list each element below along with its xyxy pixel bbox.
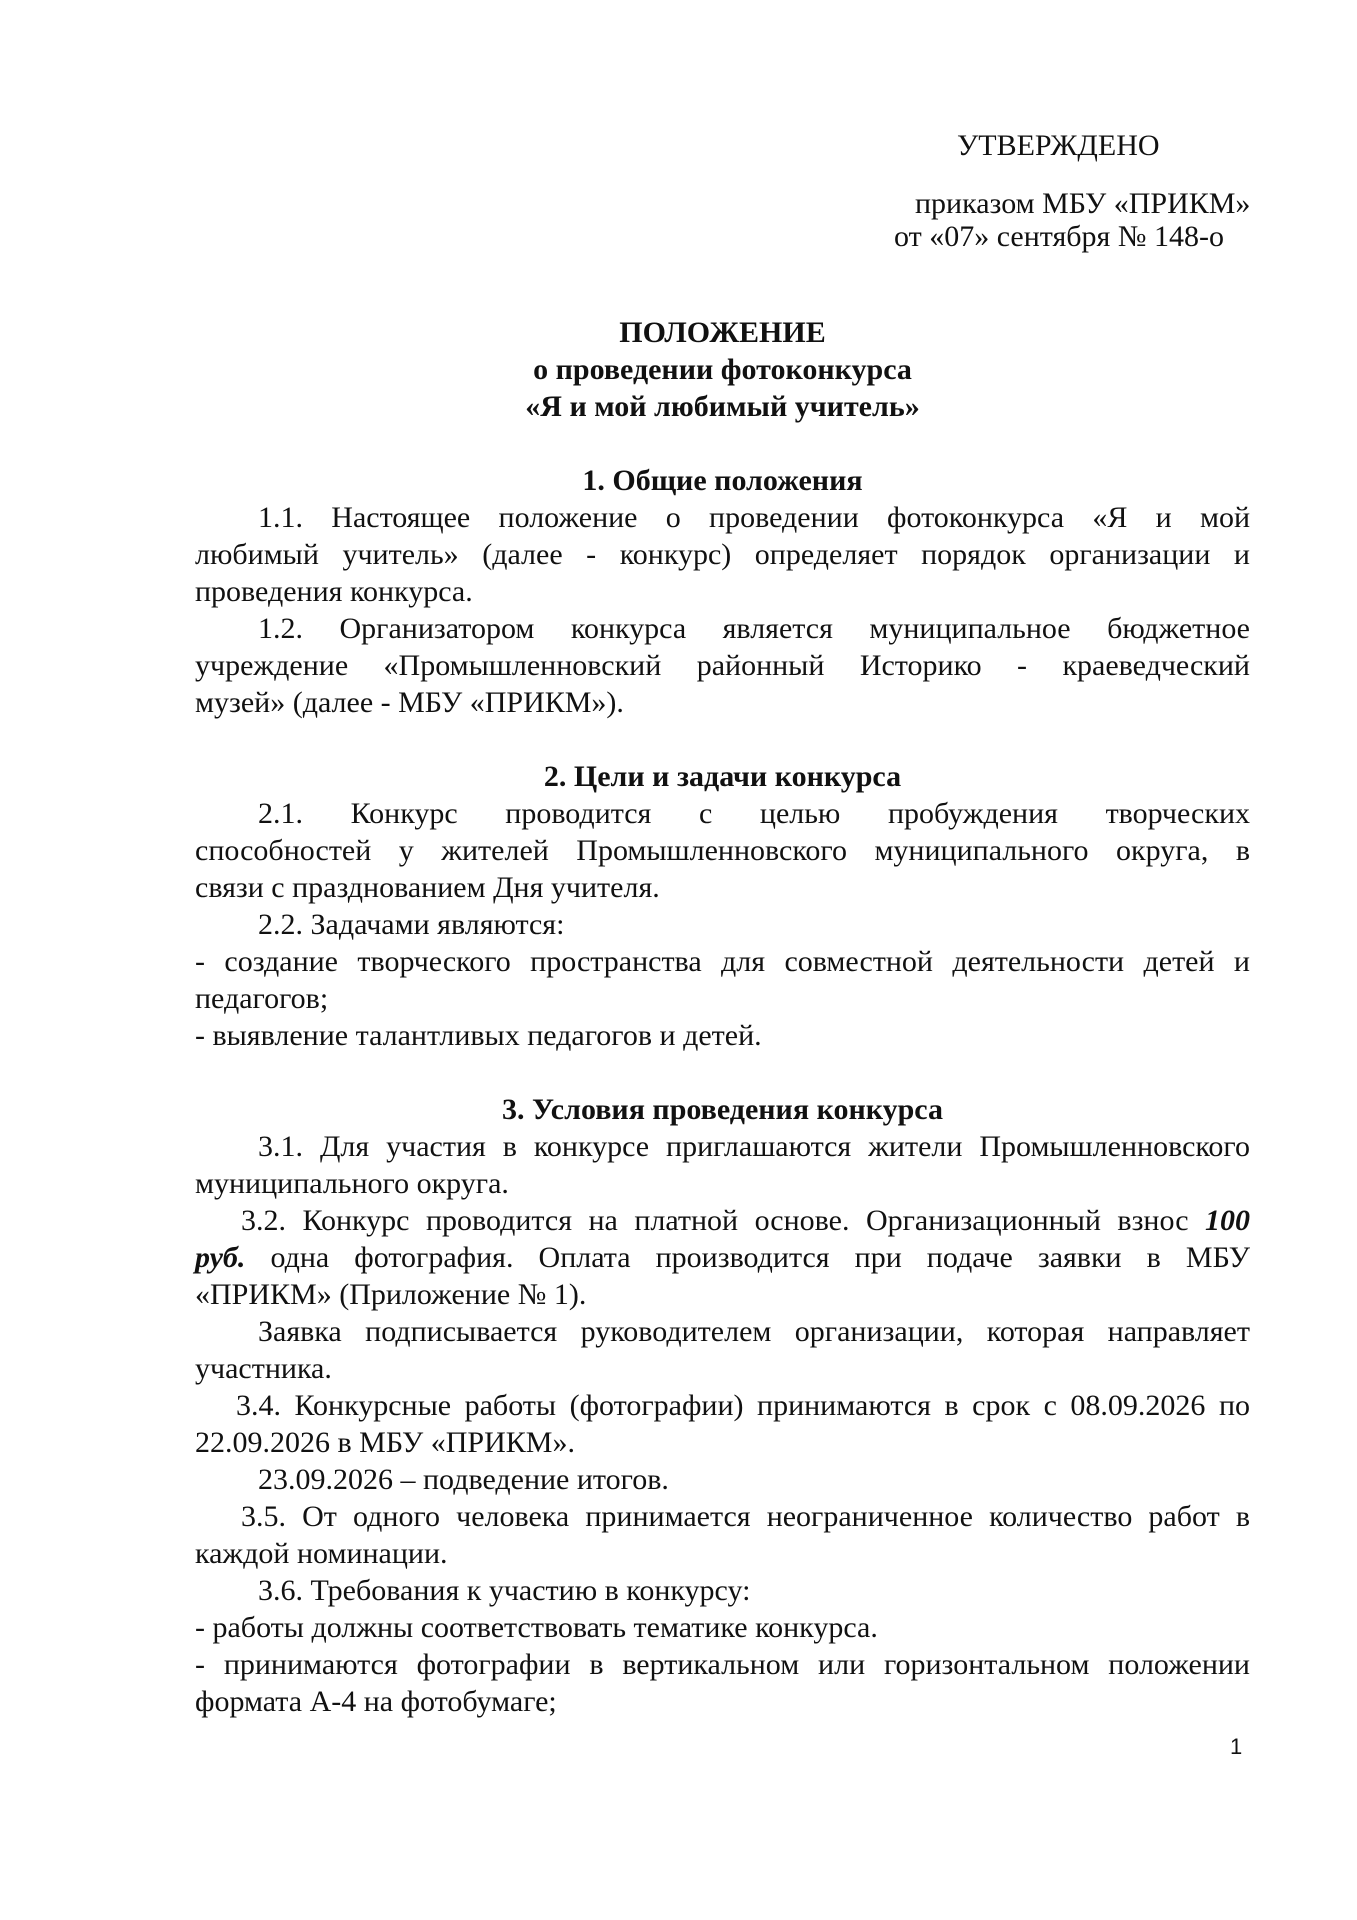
section-2-line: - выявление талантливых педагогов и детей. xyxy=(195,1019,762,1052)
section-3-line xyxy=(195,1239,1250,1276)
section-3-line: каждой номинации. xyxy=(195,1537,448,1570)
section-1-line: 1.2. Организатором конкурса является муниципальное бюджетное xyxy=(258,612,1250,645)
section-3-line: муниципального округа. xyxy=(195,1167,509,1200)
fee-amount: 100 xyxy=(1205,1204,1250,1237)
section-3-line: «ПРИКМ» (Приложение № 1). xyxy=(195,1278,587,1311)
fee-text: 3.2. Конкурс проводится на платной основе. Организационный взнос xyxy=(241,1204,1205,1237)
section-3-line: формата А-4 на фотобумаге; xyxy=(195,1685,557,1718)
section-1-line: музей» (далее - МБУ «ПРИКМ»). xyxy=(195,686,624,719)
order-line-1: приказом МБУ «ПРИКМ» xyxy=(915,187,1251,220)
section-1-line: учреждение «Промышленновский районный Историко - краеведческий xyxy=(195,649,1250,682)
section-3-line: 3.4. Конкурсные работы (фотографии) принимаются в срок с 08.09.2026 по xyxy=(236,1389,1250,1422)
section-1-line: 1.1. Настоящее положение о проведении фотоконкурса «Я и мой xyxy=(258,501,1250,534)
section-3-line: 23.09.2026 – подведение итогов. xyxy=(258,1463,669,1496)
section-2-line: 2.1. Конкурс проводится с целью пробуждения творческих xyxy=(258,797,1250,830)
section-3-heading: 3. Условия проведения конкурса xyxy=(502,1093,943,1126)
section-3-line xyxy=(241,1202,1250,1239)
section-3-line: 3.5. От одного человека принимается неограниченное количество работ в xyxy=(241,1500,1250,1533)
section-2-line: способностей у жителей Промышленновского муниципального округа, в xyxy=(195,834,1250,867)
contest-name: «Я и мой любимый учитель» xyxy=(525,390,920,423)
document-title: ПОЛОЖЕНИЕ xyxy=(619,316,826,349)
fee-currency: руб. xyxy=(195,1241,246,1274)
section-2-line: - создание творческого пространства для совместной деятельности детей и xyxy=(195,945,1250,978)
section-1-line: проведения конкурса. xyxy=(195,575,473,608)
approved-label: УТВЕРЖДЕНО xyxy=(957,129,1160,162)
section-1-heading: 1. Общие положения xyxy=(582,464,863,497)
fee-text-cont: одна фотография. Оплата производится при подаче заявки в МБУ xyxy=(245,1241,1250,1274)
order-line-2: от «07» сентября № 148-о xyxy=(894,220,1224,253)
page-number: 1 xyxy=(1230,1734,1243,1759)
section-2-line: 2.2. Задачами являются: xyxy=(258,908,565,941)
section-3-line: - принимаются фотографии в вертикальном или горизонтальном положении xyxy=(195,1648,1250,1681)
section-3-line: 3.6. Требования к участию в конкурсу: xyxy=(258,1574,751,1607)
section-3-line: - работы должны соответствовать тематике конкурса. xyxy=(195,1611,878,1644)
section-2-line: связи с празднованием Дня учителя. xyxy=(195,871,660,904)
section-3-line: Заявка подписывается руководителем организации, которая направляет xyxy=(258,1315,1250,1348)
section-3-line: 3.1. Для участия в конкурсе приглашаются жители Промышленновского xyxy=(258,1130,1250,1163)
section-2-line: педагогов; xyxy=(195,982,329,1015)
section-3-line: участника. xyxy=(195,1352,332,1385)
section-2-heading: 2. Цели и задачи конкурса xyxy=(543,760,902,793)
document-subtitle: о проведении фотоконкурса xyxy=(533,353,912,386)
section-3-line: 22.09.2026 в МБУ «ПРИКМ». xyxy=(195,1426,575,1459)
section-1-line: любимый учитель» (далее - конкурс) определяет порядок организации и xyxy=(195,538,1250,571)
